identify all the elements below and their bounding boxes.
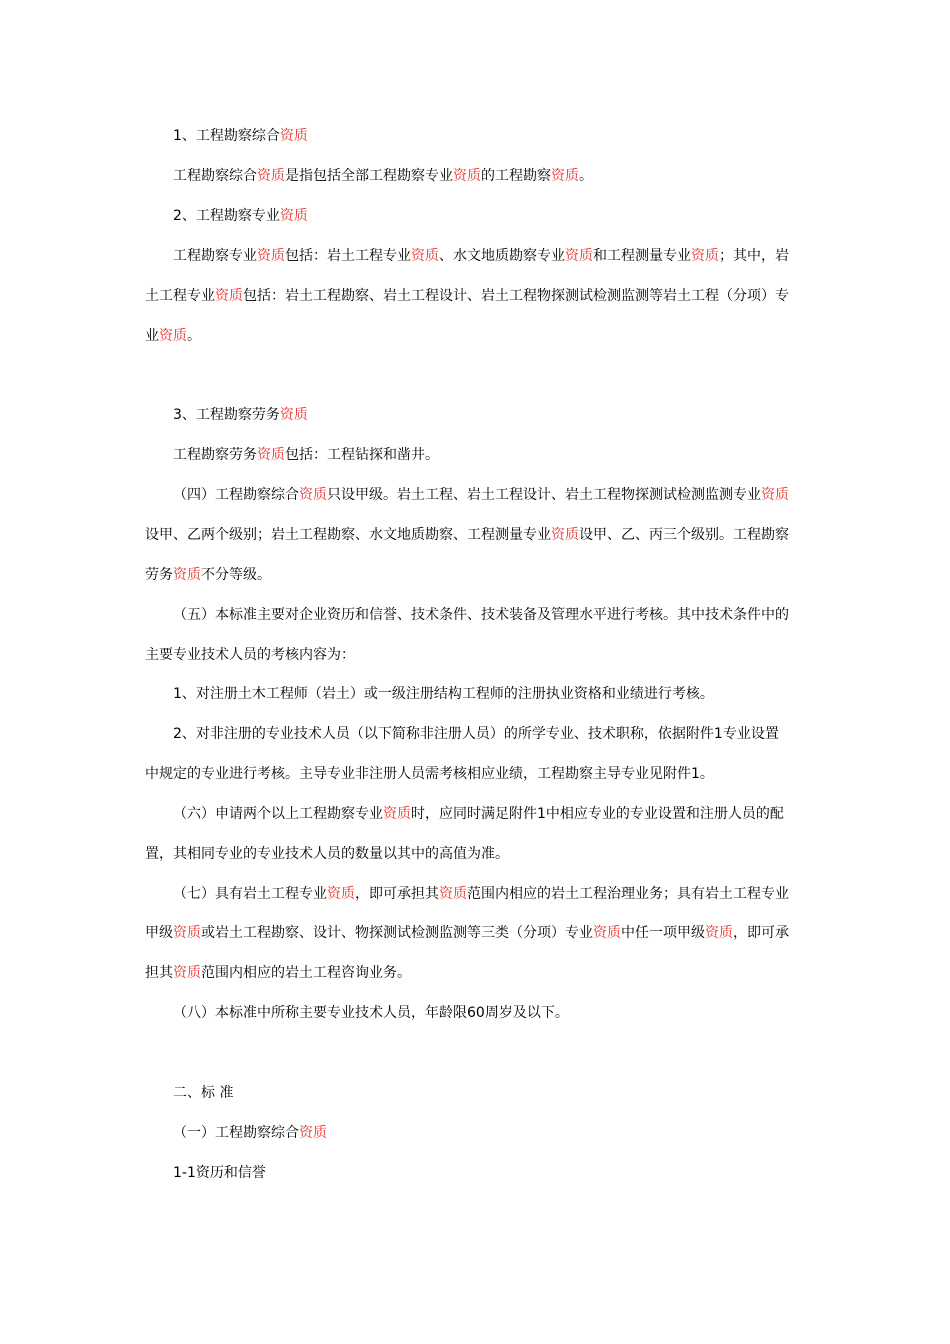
subsection-heading: （一）工程勘察综合资质 (173, 1125, 327, 1141)
paragraph-line: （五）本标准主要对企业资历和信誉、技术条件、技术装备及管理水平进行考核。其中技术条件中的 (173, 607, 789, 623)
list-item: 1、对注册土木工程师（岩土）或一级注册结构工程师的注册执业资格和业绩进行考核。 (173, 686, 714, 702)
paragraph-line: （六）申请两个以上工程勘察专业资质时，应同时满足附件1中相应专业的专业设置和注册人员的配 (173, 806, 784, 822)
paragraph-line: 主要专业技术人员的考核内容为： (145, 647, 355, 663)
paragraph-line: 业资质。 (145, 328, 201, 344)
paragraph-line: 劳务资质不分等级。 (145, 567, 271, 583)
paragraph-line: 工程勘察综合资质是指包括全部工程勘察专业资质的工程勘察资质。 (173, 168, 593, 184)
paragraph-line: 甲级资质或岩土工程勘察、设计、物探测试检测监测等三类（分项）专业资质中任一项甲级资质，即可承 (145, 925, 789, 941)
paragraph-line: （七）具有岩土工程专业资质，即可承担其资质范围内相应的岩土工程治理业务；具有岩土工程专业 (173, 886, 789, 902)
heading-3-labor: 3、工程勘察劳务资质 (173, 407, 308, 423)
paragraph-line: 工程勘察专业资质包括：岩土工程专业资质、水文地质勘察专业资质和工程测量专业资质；其中，岩 (173, 248, 789, 264)
section-heading-standards: 二、标 准 (173, 1085, 234, 1101)
paragraph-line: 土工程专业资质包括：岩土工程勘察、岩土工程设计、岩土工程物探测试检测监测等岩土工程（分项）专 (145, 288, 789, 304)
heading-1-comprehensive: 1、工程勘察综合资质 (173, 128, 308, 144)
paragraph-line: （四）工程勘察综合资质只设甲级。岩土工程、岩土工程设计、岩土工程物探测试检测监测专业资质 (173, 487, 789, 503)
paragraph-line: 担其资质范围内相应的岩土工程咨询业务。 (145, 965, 411, 981)
heading-2-specialty: 2、工程勘察专业资质 (173, 208, 308, 224)
paragraph-line: 置，其相同专业的专业技术人员的数量以其中的高值为准。 (145, 846, 509, 862)
item-heading: 1-1资历和信誉 (173, 1165, 266, 1181)
list-item: 2、对非注册的专业技术人员（以下简称非注册人员）的所学专业、技术职称，依据附件1专业设置 (173, 726, 779, 742)
paragraph-line: （八）本标准中所称主要专业技术人员，年龄限60周岁及以下。 (173, 1005, 569, 1021)
paragraph-line: 工程勘察劳务资质包括：工程钻探和凿井。 (173, 447, 439, 463)
paragraph-line: 设甲、乙两个级别；岩土工程勘察、水文地质勘察、工程测量专业资质设甲、乙、丙三个级别。工程勘察 (145, 527, 789, 543)
paragraph-line: 中规定的专业进行考核。主导专业非注册人员需考核相应业绩，工程勘察主导专业见附件1。 (145, 766, 714, 782)
